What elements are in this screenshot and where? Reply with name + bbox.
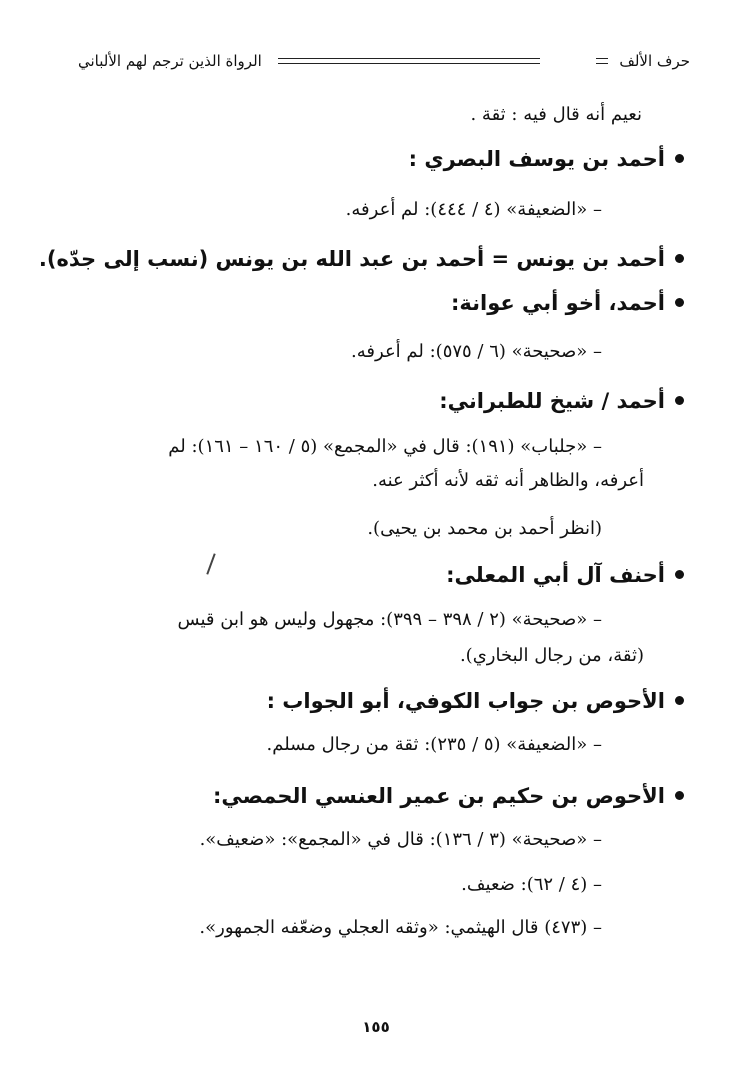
line-text: – (٤ / ٦٢): ضعيف.: [461, 874, 602, 895]
header-rule-short: [596, 58, 608, 64]
line-text: نعيم أنه قال فيه : ثقة .: [470, 104, 642, 125]
chapter-title: حرف الألف: [619, 52, 690, 70]
line-text: – «الضعيفة» (٥ / ٢٣٥): ثقة من رجال مسلم.: [266, 734, 602, 755]
line-text: أعرفه، والظاهر أنه ثقه لأنه أكثر عنه.: [372, 470, 644, 491]
entry-detail: [0, 609, 602, 630]
bullet-icon: [675, 570, 684, 579]
entry-detail: [0, 645, 644, 666]
entry-detail: [0, 518, 602, 539]
bullet-icon: [675, 791, 684, 800]
narrator-entry: [0, 389, 684, 413]
line-text: أحمد، أخو أبي عوانة:: [450, 291, 665, 315]
entry-detail: [0, 829, 602, 850]
entry-detail: [0, 734, 602, 755]
entry-detail: [0, 341, 602, 362]
running-header: [78, 44, 690, 78]
entry-detail: [0, 104, 642, 125]
line-text: أحمد بن يونس = أحمد بن عبد الله بن يونس (نسب إلى جدّه).: [38, 247, 665, 271]
narrator-entry: [0, 689, 684, 713]
narrator-entry: [0, 784, 684, 808]
line-text: – «صحيحة» (٢ / ٣٩٨ – ٣٩٩): مجهول وليس هو ابن قيس: [177, 609, 602, 630]
entry-detail: [0, 436, 602, 457]
line-text: أحمد / شيخ للطبراني:: [439, 389, 665, 413]
line-text: الأحوص بن جواب الكوفي، أبو الجواب :: [266, 689, 665, 713]
bullet-icon: [675, 396, 684, 405]
line-text: (ثقة، من رجال البخاري).: [459, 645, 644, 666]
narrator-entry: [0, 147, 684, 171]
entry-detail: [0, 470, 644, 491]
line-text: (انظر أحمد بن محمد بن يحيى).: [367, 518, 602, 539]
narrator-entry: [0, 563, 684, 587]
entry-detail: [0, 917, 602, 938]
line-text: الأحوص بن حكيم بن عمير العنسي الحمصي:: [212, 784, 665, 808]
narrator-entry: [0, 291, 684, 315]
header-rule-long: [278, 58, 540, 64]
line-text: – «الضعيفة» (٤ / ٤٤٤): لم أعرفه.: [345, 199, 602, 220]
entry-detail: [0, 199, 602, 220]
bullet-icon: [675, 254, 684, 263]
bullet-icon: [675, 298, 684, 307]
line-text: أحمد بن يوسف البصري :: [408, 147, 665, 171]
book-title: الرواة الذين ترجم لهم الألباني: [78, 52, 262, 70]
line-text: أحنف آل أبي المعلى:: [446, 563, 665, 587]
page-number: ١٥٥: [362, 1018, 390, 1036]
line-text: – «صحيحة» (٣ / ١٣٦): قال في «المجمع»: «ضعيف».: [199, 829, 602, 850]
line-text: – (٤٧٣) قال الهيثمي: «وثقه العجلي وضعّفه الجمهور».: [199, 917, 602, 938]
entry-detail: [0, 874, 602, 895]
line-text: – «صحيحة» (٦ / ٥٧٥): لم أعرفه.: [351, 341, 602, 362]
bullet-icon: [675, 696, 684, 705]
bullet-icon: [675, 154, 684, 163]
narrator-entry: [0, 247, 684, 271]
line-text: – «جلباب» (١٩١): قال في «المجمع» (٥ / ١٦٠ – ١٦١): لم: [168, 436, 602, 457]
